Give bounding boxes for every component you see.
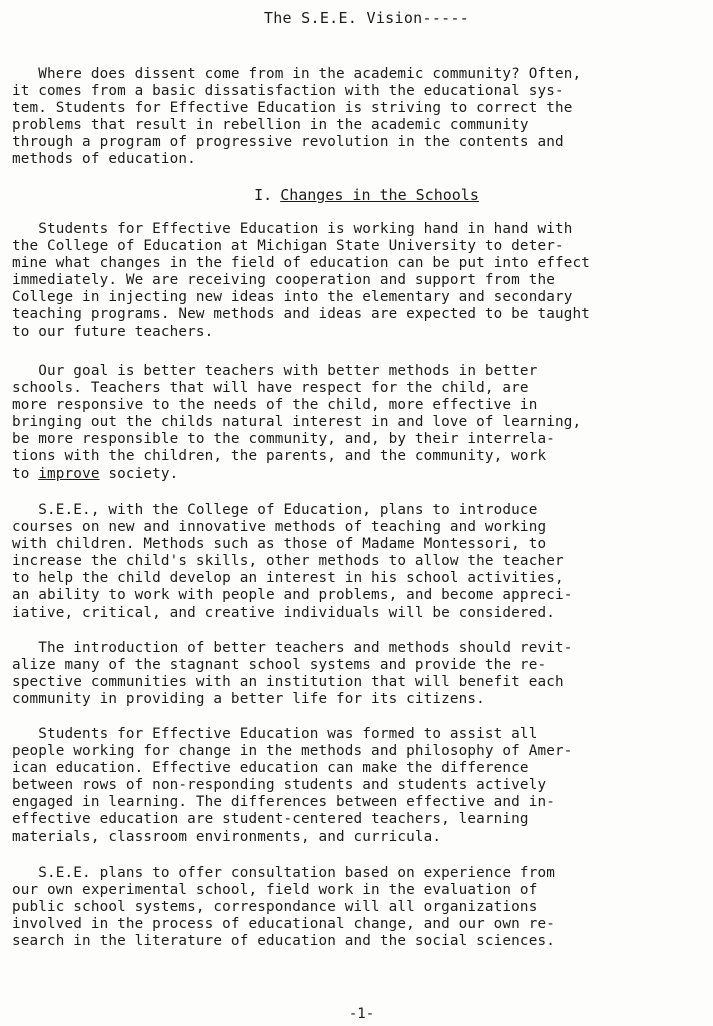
text-line: iative, critical, and creative individuals will be considered. [12, 604, 555, 621]
paragraph-dissent [12, 66, 712, 169]
text-line: College in injecting new ideas into the elementary and secondary [12, 289, 573, 306]
text-line: Students for Effective Education was formed to assist all [12, 726, 538, 742]
text-line: our own experimental school, field work in the evaluation of [12, 882, 538, 899]
text-line: mine what changes in the field of education can be put into effect [12, 255, 590, 272]
text-line: the College of Education at Michigan State University to deter- [12, 238, 564, 255]
text-line: schools. Teachers that will have respect for the child, are [12, 380, 529, 397]
text-line: public school systems, correspondance will all organizations [12, 899, 538, 916]
text-fragment: society. [99, 465, 179, 482]
text-line: spective communities with an institution that will benefit each [12, 674, 564, 691]
paragraph-formed [12, 726, 712, 846]
text-line: courses on new and innovative methods of teaching and working [12, 519, 547, 536]
section-title: Changes in the Schools [280, 186, 479, 204]
text-line: The introduction of better teachers and methods should revit- [12, 640, 573, 656]
text-line: an ability to work with people and problems, and become appreci- [12, 587, 573, 604]
text-line: problems that result in rebellion in the academic community [12, 117, 529, 134]
text-line: tions with the children, the parents, and the community, work [12, 448, 547, 465]
page-number: -1- [348, 1006, 375, 1022]
paragraph-consultation [12, 865, 712, 950]
text-line: Students for Effective Education is working hand in hand with [12, 221, 573, 237]
text-line: search in the literature of education and the social sciences. [12, 933, 555, 950]
section-number: I. [254, 186, 273, 204]
text-line: community in providing a better life for its citizens. [12, 691, 485, 708]
section-heading [0, 186, 713, 204]
text-line: methods of education. [12, 151, 196, 168]
paragraph-methods [12, 502, 712, 622]
text-line: materials, classroom environments, and curricula. [12, 828, 442, 845]
text-line: teaching programs. New methods and ideas are expected to be taught [12, 306, 590, 323]
text-line: tem. Students for Effective Education is striving to correct the [12, 100, 573, 117]
text-line: bringing out the childs natural interest in and love of learning, [12, 414, 582, 431]
text-line: to our future teachers. [12, 323, 214, 340]
text-line: ican education. Effective education can make the difference [12, 760, 529, 777]
text-line: increase the child's skills, other methods to allow the teacher [12, 553, 564, 570]
underlined-word: improve [38, 465, 100, 482]
text-line: more responsive to the needs of the child, more effective in [12, 397, 538, 414]
text-line: involved in the process of educational change, and our own re- [12, 916, 555, 933]
text-line: S.E.E., with the College of Education, plans to introduce [12, 502, 538, 518]
text-line: people working for change in the methods and philosophy of Amer- [12, 743, 573, 760]
text-fragment: to [12, 465, 39, 482]
text-line: Our goal is better teachers with better methods in better [12, 363, 538, 379]
text-line-last [12, 466, 712, 483]
text-line: S.E.E. plans to offer consultation based on experience from [12, 865, 555, 881]
paragraph-goal [12, 363, 712, 483]
text-line: immediately. We are receiving cooperation and support from the [12, 272, 555, 289]
text-line: to help the child develop an interest in his school activities, [12, 570, 564, 587]
text-line: alize many of the stagnant school systems and provide the re- [12, 657, 547, 674]
text-line: through a program of progressive revolution in the contents and [12, 134, 564, 151]
text-line: be more responsible to the community, and, by their interrela- [12, 431, 555, 448]
paragraph-introduction [12, 640, 712, 708]
text-line: with children. Methods such as those of Madame Montessori, to [12, 536, 547, 553]
text-line: effective education are student-centered teachers, learning [12, 811, 529, 828]
text-line: it comes from a basic dissatisfaction with the educational sys- [12, 83, 564, 100]
text-line: Where does dissent come from in the academic community? Often, [12, 66, 582, 82]
document-title: The S.E.E. Vision----- [263, 9, 470, 27]
text-line: engaged in learning. The differences between effective and in- [12, 794, 555, 811]
paragraph-college [12, 221, 712, 341]
text-line: between rows of non-responding students and students actively [12, 777, 547, 794]
